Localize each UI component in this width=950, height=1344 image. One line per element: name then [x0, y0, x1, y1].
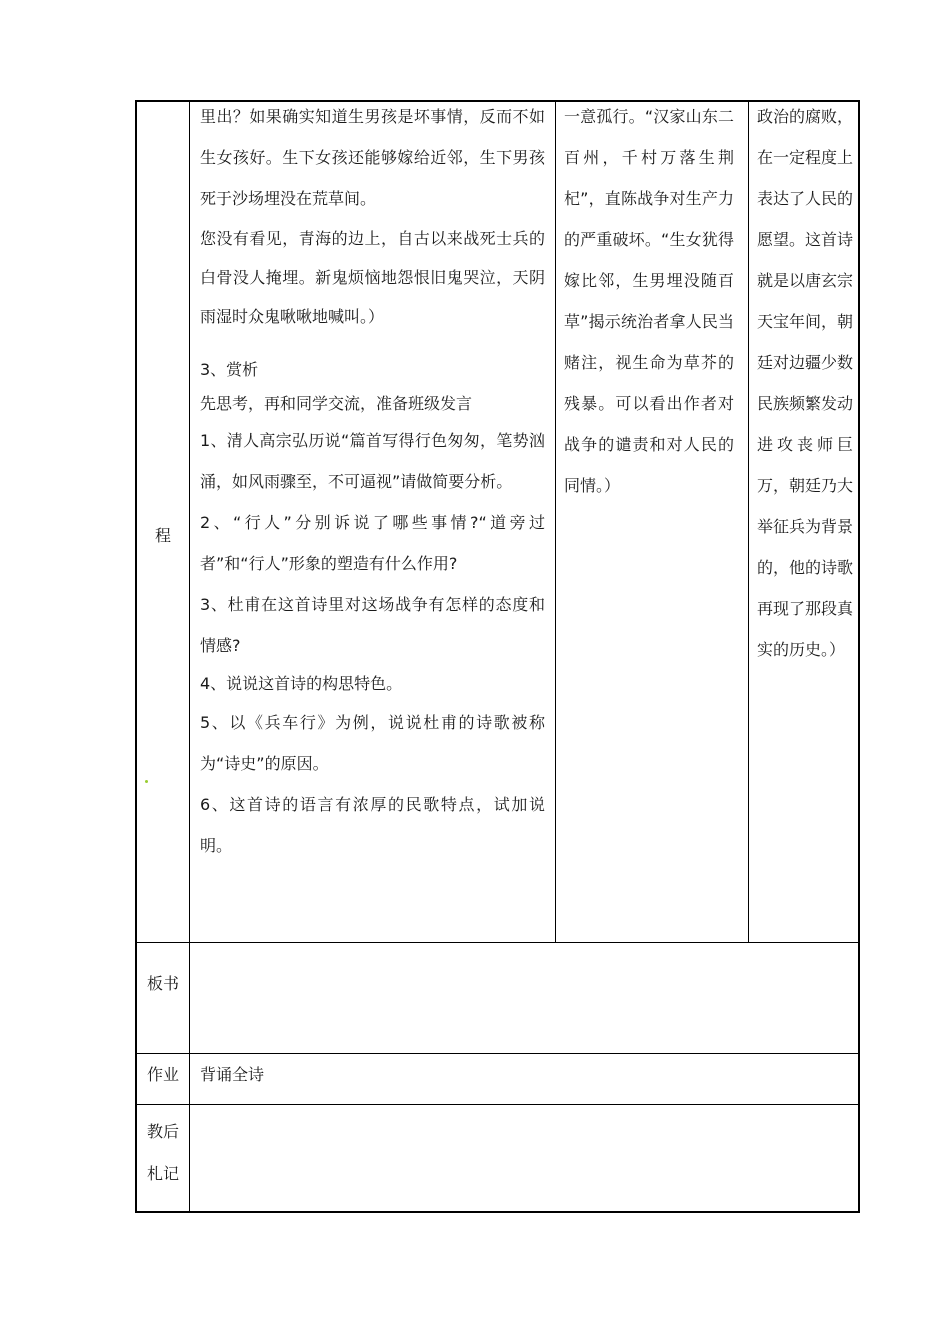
- process-answer-column: [564, 96, 734, 506]
- column-divider: [748, 102, 749, 942]
- analysis-question-1: 1、清人高宗弘历说“篇首写得行色匆匆，笔势汹涌，如风雨骤至，不可逼视”请做简要分析。: [200, 431, 545, 491]
- analysis-instruction: 先思考，再和同学交流，准备班级发言: [200, 394, 473, 413]
- process-note-column: [757, 96, 853, 670]
- lesson-plan-table: [135, 100, 860, 1213]
- process-main-column: [200, 96, 545, 866]
- board-row-label: 板书: [147, 974, 180, 993]
- analysis-question-6: 6、这首诗的语言有浓厚的民歌特点，试加说明。: [200, 795, 545, 855]
- translation-paragraph-1: 里出？如果确实知道生男孩是坏事情，反而不如生女孩好。生下女孩还能够嫁给近邻，生下男孩死于沙场埋没在荒草间。: [200, 107, 545, 208]
- analysis-question-2: 2、“行人”分别诉说了哪些事情?“道旁过者”和“行人”形象的塑造有什么作用?: [200, 513, 545, 573]
- analysis-question-4: 4、说说这首诗的构思特色。: [200, 674, 403, 693]
- reflection-row-label-2: 札记: [147, 1164, 180, 1183]
- analysis-question-3: 3、杜甫在这首诗里对这场战争有怎样的态度和情感?: [200, 595, 545, 655]
- answer-text: 一意孤行。“汉家山东二百州，千村万落生荆杞”，直陈战争对生产力的严重破坏。“生女犹得嫁比邻，生男埋没随百草”揭示统治者拿人民当赌注，视生命为草芥的残暴。可以看出作者对战争的谴责和对人民的同情。）: [564, 107, 734, 495]
- translation-paragraph-2: 您没有看见，青海的边上，自古以来战死士兵的白骨没人掩埋。新鬼烦恼地怨恨旧鬼哭泣，天阴雨湿时众鬼啾啾地喊叫。）: [200, 229, 545, 326]
- column-divider: [555, 102, 556, 942]
- row-divider: [137, 942, 858, 943]
- homework-content: 背诵全诗: [200, 1065, 265, 1084]
- homework-row-label: 作业: [147, 1065, 180, 1084]
- process-row-label: 程: [155, 526, 172, 545]
- row-divider: [137, 1104, 858, 1105]
- stray-mark: [145, 780, 148, 783]
- reflection-row-label-1: 教后: [147, 1122, 180, 1141]
- analysis-heading: 3、赏析: [200, 360, 259, 379]
- analysis-question-5: 5、以《兵车行》为例，说说杜甫的诗歌被称为“诗史”的原因。: [200, 713, 545, 773]
- note-text: 政治的腐败，在一定程度上表达了人民的愿望。这首诗就是以唐玄宗天宝年间，朝廷对边疆少数民族频繁发动进攻丧师巨万，朝廷乃大举征兵为背景的，他的诗歌再现了那段真实的历史。）: [757, 107, 854, 659]
- column-divider: [189, 102, 190, 1213]
